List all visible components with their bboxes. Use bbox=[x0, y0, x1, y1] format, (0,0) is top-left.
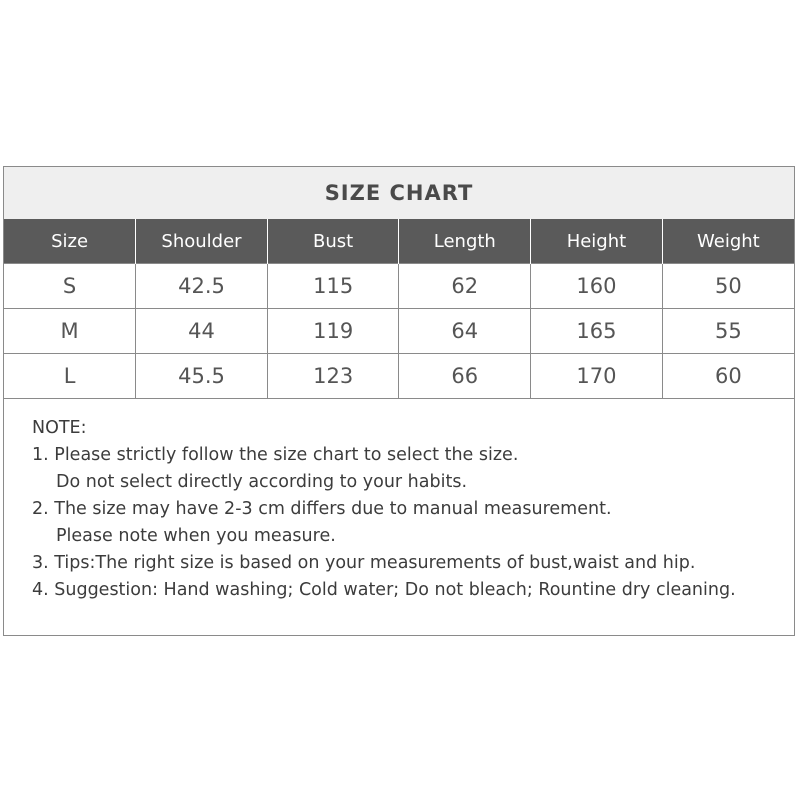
header-shoulder: Shoulder bbox=[136, 219, 268, 264]
table-cell: 123 bbox=[267, 354, 399, 399]
note-item-1-continued: Do not select directly according to your habits. bbox=[56, 472, 468, 492]
table-cell: 45.5 bbox=[136, 354, 268, 399]
table-row bbox=[4, 354, 794, 399]
note-item-1: 1. Please strictly follow the size chart to select the size. bbox=[32, 445, 519, 465]
table-cell: M bbox=[4, 309, 136, 354]
size-table bbox=[4, 219, 794, 399]
table-cell: 60 bbox=[662, 354, 794, 399]
table-cell: 115 bbox=[267, 264, 399, 309]
table-row bbox=[4, 264, 794, 309]
note-item-4: 4. Suggestion: Hand washing; Cold water; Do not bleach; Rountine dry cleaning. bbox=[32, 580, 736, 600]
header-bust: Bust bbox=[267, 219, 399, 264]
table-cell: L bbox=[4, 354, 136, 399]
table-cell: S bbox=[4, 264, 136, 309]
table-cell: 119 bbox=[267, 309, 399, 354]
table-cell: 64 bbox=[399, 309, 531, 354]
chart-title: SIZE CHART bbox=[4, 167, 794, 219]
header-height: Height bbox=[531, 219, 663, 264]
header-length: Length bbox=[399, 219, 531, 264]
notes-section bbox=[4, 397, 794, 629]
table-cell: 62 bbox=[399, 264, 531, 309]
note-item-2: 2. The size may have 2-3 cm differs due to manual measurement. bbox=[32, 499, 612, 519]
table-cell: 165 bbox=[531, 309, 663, 354]
table-cell: 55 bbox=[662, 309, 794, 354]
note-item-3: 3. Tips:The right size is based on your measurements of bust,waist and hip. bbox=[32, 553, 696, 573]
table-cell: 50 bbox=[662, 264, 794, 309]
header-weight: Weight bbox=[662, 219, 794, 264]
table-cell: 42.5 bbox=[136, 264, 268, 309]
table-cell: 66 bbox=[399, 354, 531, 399]
notes-heading: NOTE: bbox=[32, 418, 87, 438]
table-cell: 44 bbox=[136, 309, 268, 354]
header-size: Size bbox=[4, 219, 136, 264]
table-cell: 160 bbox=[531, 264, 663, 309]
size-chart bbox=[3, 166, 795, 636]
table-header-row bbox=[4, 219, 794, 264]
table-row bbox=[4, 309, 794, 354]
note-item-2-continued: Please note when you measure. bbox=[56, 526, 336, 546]
table-cell: 170 bbox=[531, 354, 663, 399]
